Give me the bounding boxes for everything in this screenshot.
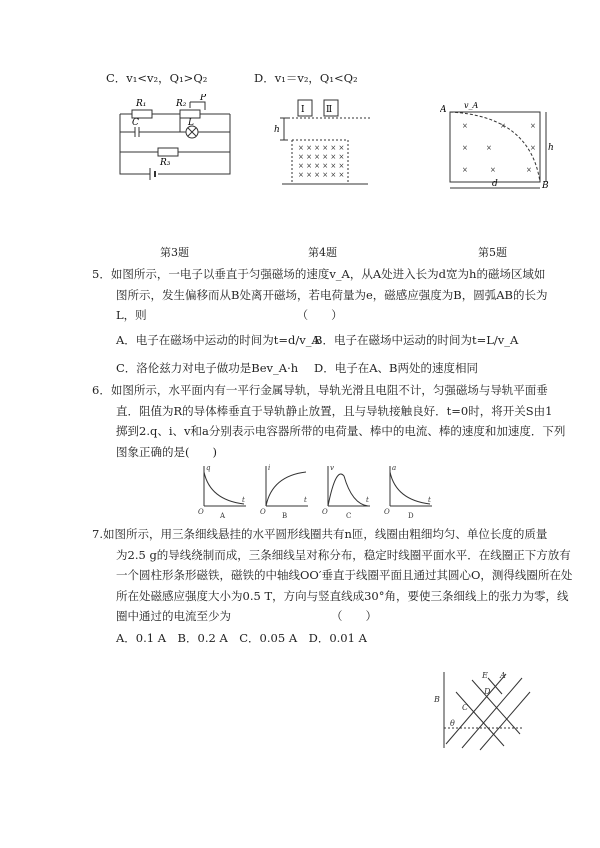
label-vA: v_A [464, 101, 479, 110]
label-P: P [200, 94, 207, 103]
label-h4: h [274, 125, 280, 135]
label-coil-2: Ⅱ [326, 105, 333, 115]
graph-b-x: t [304, 496, 307, 504]
graph-b-label: B [282, 512, 288, 520]
q5-option-d: D．电子在A、B两处的速度相同 [314, 361, 478, 375]
q5-line-3-text: L，则 [116, 308, 147, 322]
svg-text:× × × × × ×: × × × × × × [298, 162, 345, 170]
svg-text:×: × [530, 122, 536, 130]
svg-text:×: × [530, 144, 536, 152]
svg-text:×: × [500, 122, 506, 130]
caption-fig4: 第4题 [308, 246, 337, 259]
circuit-diagram [110, 94, 240, 186]
q5-line-1: 5．如图所示，一电子以垂直于匀强磁场的速度v_A，从A处进入长为d宽为h的磁场区域如 [92, 267, 546, 281]
label-coil-1: Ⅰ [301, 105, 305, 115]
graph-a-y: q [206, 464, 211, 472]
q6-line-2: 直．阻值为R的导体棒垂直于导轨静止放置，且与导轨接触良好．t=0时，将开关S由1 [116, 403, 553, 418]
q7-line-3: 一个圆柱形条形磁铁，磁铁的中轴线OO′垂直于线圈平面且通过其圆心O，测得线圈所在处 [116, 568, 573, 582]
svg-text:×: × [462, 144, 468, 152]
svg-text:× × × × × ×: × × × × × × [298, 171, 345, 179]
question-6 [92, 380, 566, 462]
caption-fig5: 第5题 [478, 246, 507, 259]
label-R2: R₂ [176, 99, 187, 109]
label-D-bottom: D [484, 687, 491, 696]
q5-option-a: A．电子在磁场中运动的时间为t=d/v_A [116, 333, 320, 347]
q6-line-1: 6．如图所示，水平面内有一平行金属导轨，导轨光滑且电阻不计，匀强磁场与导轨平面垂 [92, 383, 548, 397]
label-R3: R₃ [160, 158, 171, 168]
graph-b-origin: O [260, 508, 266, 516]
caption-fig3: 第3题 [160, 246, 189, 259]
graph-a-x: t [242, 496, 245, 504]
svg-text:×: × [490, 166, 496, 174]
q7-line-1: 7.如图所示，用三条细线悬挂的水平圆形线圈共有n匝，线圈由粗细均匀、单位长度的质量 [92, 527, 548, 541]
q5-option-c: C．洛伦兹力对电子做功是Bev_A·h [116, 361, 299, 375]
graph-d-origin: O [384, 508, 390, 516]
option-d-top: D．v₁＝v₂，Q₁<Q₂ [254, 71, 358, 85]
label-d5: d [492, 179, 498, 189]
graph-d-x: t [428, 496, 431, 504]
graph-c-y: v [330, 464, 334, 472]
svg-text:×: × [462, 122, 468, 130]
graph-c-origin: O [322, 508, 328, 516]
option-c-top: C．v₁<v₂，Q₁>Q₂ [106, 71, 208, 85]
q6-graphs [196, 462, 446, 520]
label-A5: A [440, 105, 447, 115]
q6-line-4: 图象正确的是( ) [116, 444, 217, 459]
q7-options: A．0.1 A B．0.2 A C．0.05 A D．0.01 A [116, 631, 367, 645]
q5-line-2: 图所示，发生偏移而从B处离开磁场，若电荷量为e，磁感应强度为B，圆弧AB的长为 [116, 287, 548, 302]
label-E: E [482, 671, 488, 680]
graph-c-label: C [346, 512, 352, 520]
label-h5: h [548, 143, 554, 153]
q6-line-3: 掷到2.q、i、v和a分别表示电容器所带的电荷量、棒中的电流、棒的速度和加速度．下列 [116, 424, 566, 438]
svg-text:× × × × × ×: × × × × × × [298, 153, 345, 161]
label-R1: R₁ [136, 99, 147, 109]
graph-a-label: A [220, 512, 226, 520]
svg-text:×: × [526, 166, 532, 174]
graph-d-y: a [392, 464, 397, 472]
graph-c-x: t [366, 496, 369, 504]
field-rectangle-figure [440, 98, 560, 190]
question-5 [92, 264, 548, 326]
field-crosses [298, 144, 344, 179]
graph-b-y: i [268, 464, 271, 472]
label-C: C [132, 118, 139, 128]
svg-text:×: × [462, 166, 468, 174]
q7-line-5-text: 圈中通过的电流至少为 [116, 609, 231, 623]
q5-answer-paren: （ ） [296, 308, 343, 322]
label-B5: B [542, 181, 549, 190]
label-theta: θ [450, 719, 455, 728]
q7-line-2: 为2.5 g的导线绕制而成，三条细线呈对称分布，稳定时线圈平面水平．在线圈正下方放有 [116, 547, 571, 562]
q7-line-5 [92, 606, 522, 627]
graph-d-label: D [408, 512, 414, 520]
label-L: L [188, 118, 194, 128]
svg-text:× × × × × ×: × × × × × × [298, 144, 345, 152]
svg-text:×: × [486, 144, 492, 152]
q5-line-3 [92, 305, 522, 326]
question-7 [92, 524, 573, 627]
label-A-bottom: A [500, 671, 506, 680]
field-lines-figure [432, 668, 532, 752]
label-C-bottom: C [462, 703, 469, 712]
graph-a-origin: O [198, 508, 204, 516]
magnetic-field-figure [270, 96, 380, 194]
q7-answer-paren: （ ） [331, 609, 377, 623]
label-B-bottom: B [434, 695, 440, 704]
q5-option-b: B．电子在磁场中运动的时间为t=L/v_A [314, 333, 519, 347]
q7-line-4: 所在处磁感应强度大小为0.5 T，方向与竖直线成30°角，要使三条细线上的张力为零，线 [116, 588, 569, 603]
